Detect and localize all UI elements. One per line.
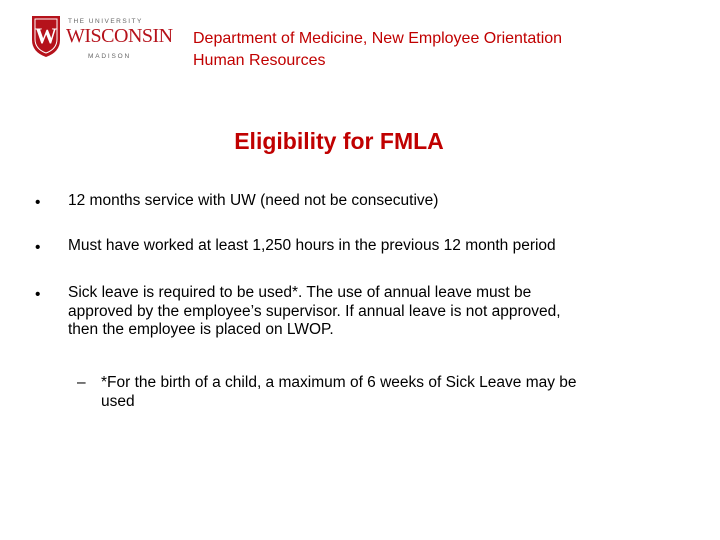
bullet-text-1: 12 months service with UW (need not be consecutive) (68, 192, 439, 209)
crest-icon (30, 14, 62, 58)
slide-header (193, 28, 562, 72)
bullet-3-line-1: Sick leave is required to be used*. The use of annual leave must be (68, 284, 532, 301)
bullet-3-line-3: then the employee is placed on LWOP. (68, 321, 334, 338)
sub-bullet-line-1: *For the birth of a child, a maximum of 6 weeks of Sick Leave may be (101, 374, 577, 391)
sub-bullet-text (101, 374, 681, 411)
sub-bullet-line-2: used (101, 392, 135, 410)
logo-madison-text: MADISON (88, 53, 131, 60)
bullet-marker-3: • (35, 286, 41, 303)
slide-title-text: Eligibility for FMLA (234, 128, 444, 154)
sub-bullet-marker: – (77, 374, 86, 391)
logo-university-text: THE UNIVERSITY (68, 18, 143, 25)
svg-text:W: W (35, 23, 57, 48)
bullet-marker-2: • (35, 239, 41, 256)
university-logo (30, 14, 173, 60)
header-line-2: Human Resources (193, 52, 326, 69)
bullet-3-line-2: approved by the employee’s supervisor. If annual leave is not approved, (68, 302, 561, 320)
header-line-1: Department of Medicine, New Employee Orientation (193, 30, 563, 47)
slide-title (0, 128, 720, 155)
bullet-marker-1: • (35, 194, 41, 211)
logo-wisconsin-text: WISCONSIN (66, 25, 173, 47)
bullet-text-3 (68, 284, 561, 340)
bullet-text-2: Must have worked at least 1,250 hours in the previous 12 month period (68, 237, 556, 254)
